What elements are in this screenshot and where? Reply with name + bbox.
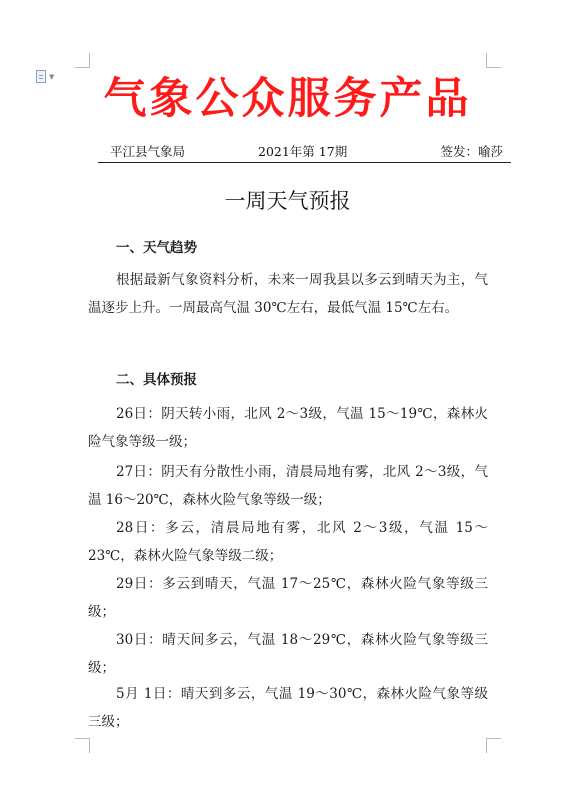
- forecast-day-paragraph: 29日：多云到晴天，气温 17～25℃，森林火险气象等级三级；: [88, 576, 488, 620]
- forecast-day-paragraph: 30日：晴天间多云，气温 18～29℃，森林火险气象等级三级；: [88, 632, 488, 676]
- chevron-down-icon: ▼: [49, 72, 55, 81]
- margin-mark-top-right: [486, 53, 501, 68]
- masthead-title: 气象公众服务产品: [103, 74, 472, 124]
- section-heading-detail: 二、具体预报: [116, 372, 197, 388]
- forecast-day-paragraph: 5月 1日：晴天到多云，气温 19～30℃，森林火险气象等级三级；: [88, 686, 488, 730]
- margin-mark-top-left: [75, 53, 90, 68]
- section-heading-trend: 一、天气趋势: [116, 240, 197, 256]
- margin-mark-bottom-left: [75, 738, 90, 753]
- forecast-day-paragraph: 26日：阴天转小雨，北风 2～3级，气温 15～19℃，森林火险气象等级一级；: [88, 406, 488, 450]
- issue-number: 2021年第 17期: [258, 144, 348, 159]
- document-title: 一周天气预报: [224, 189, 351, 213]
- signoff: 签发：喻莎: [440, 144, 503, 159]
- issuer-name: 平江县气象局: [110, 144, 186, 159]
- margin-mark-bottom-right: [486, 738, 501, 753]
- forecast-day-paragraph: 28日：多云，清晨局地有雾，北风 2～3级，气温 15～23℃，森林火险气象等级二级；: [88, 520, 488, 564]
- forecast-day-paragraph: 27日：阴天有分散性小雨，清晨局地有雾，北风 2～3级，气温 16～20℃，森林火险气象等级一级；: [88, 464, 488, 508]
- header-divider: [98, 162, 511, 163]
- trend-paragraph: 根据最新气象资料分析，未来一周我县以多云到晴天为主，气温逐步上升。一周最高气温 30℃左右，最低气温 15℃左右。: [88, 272, 488, 316]
